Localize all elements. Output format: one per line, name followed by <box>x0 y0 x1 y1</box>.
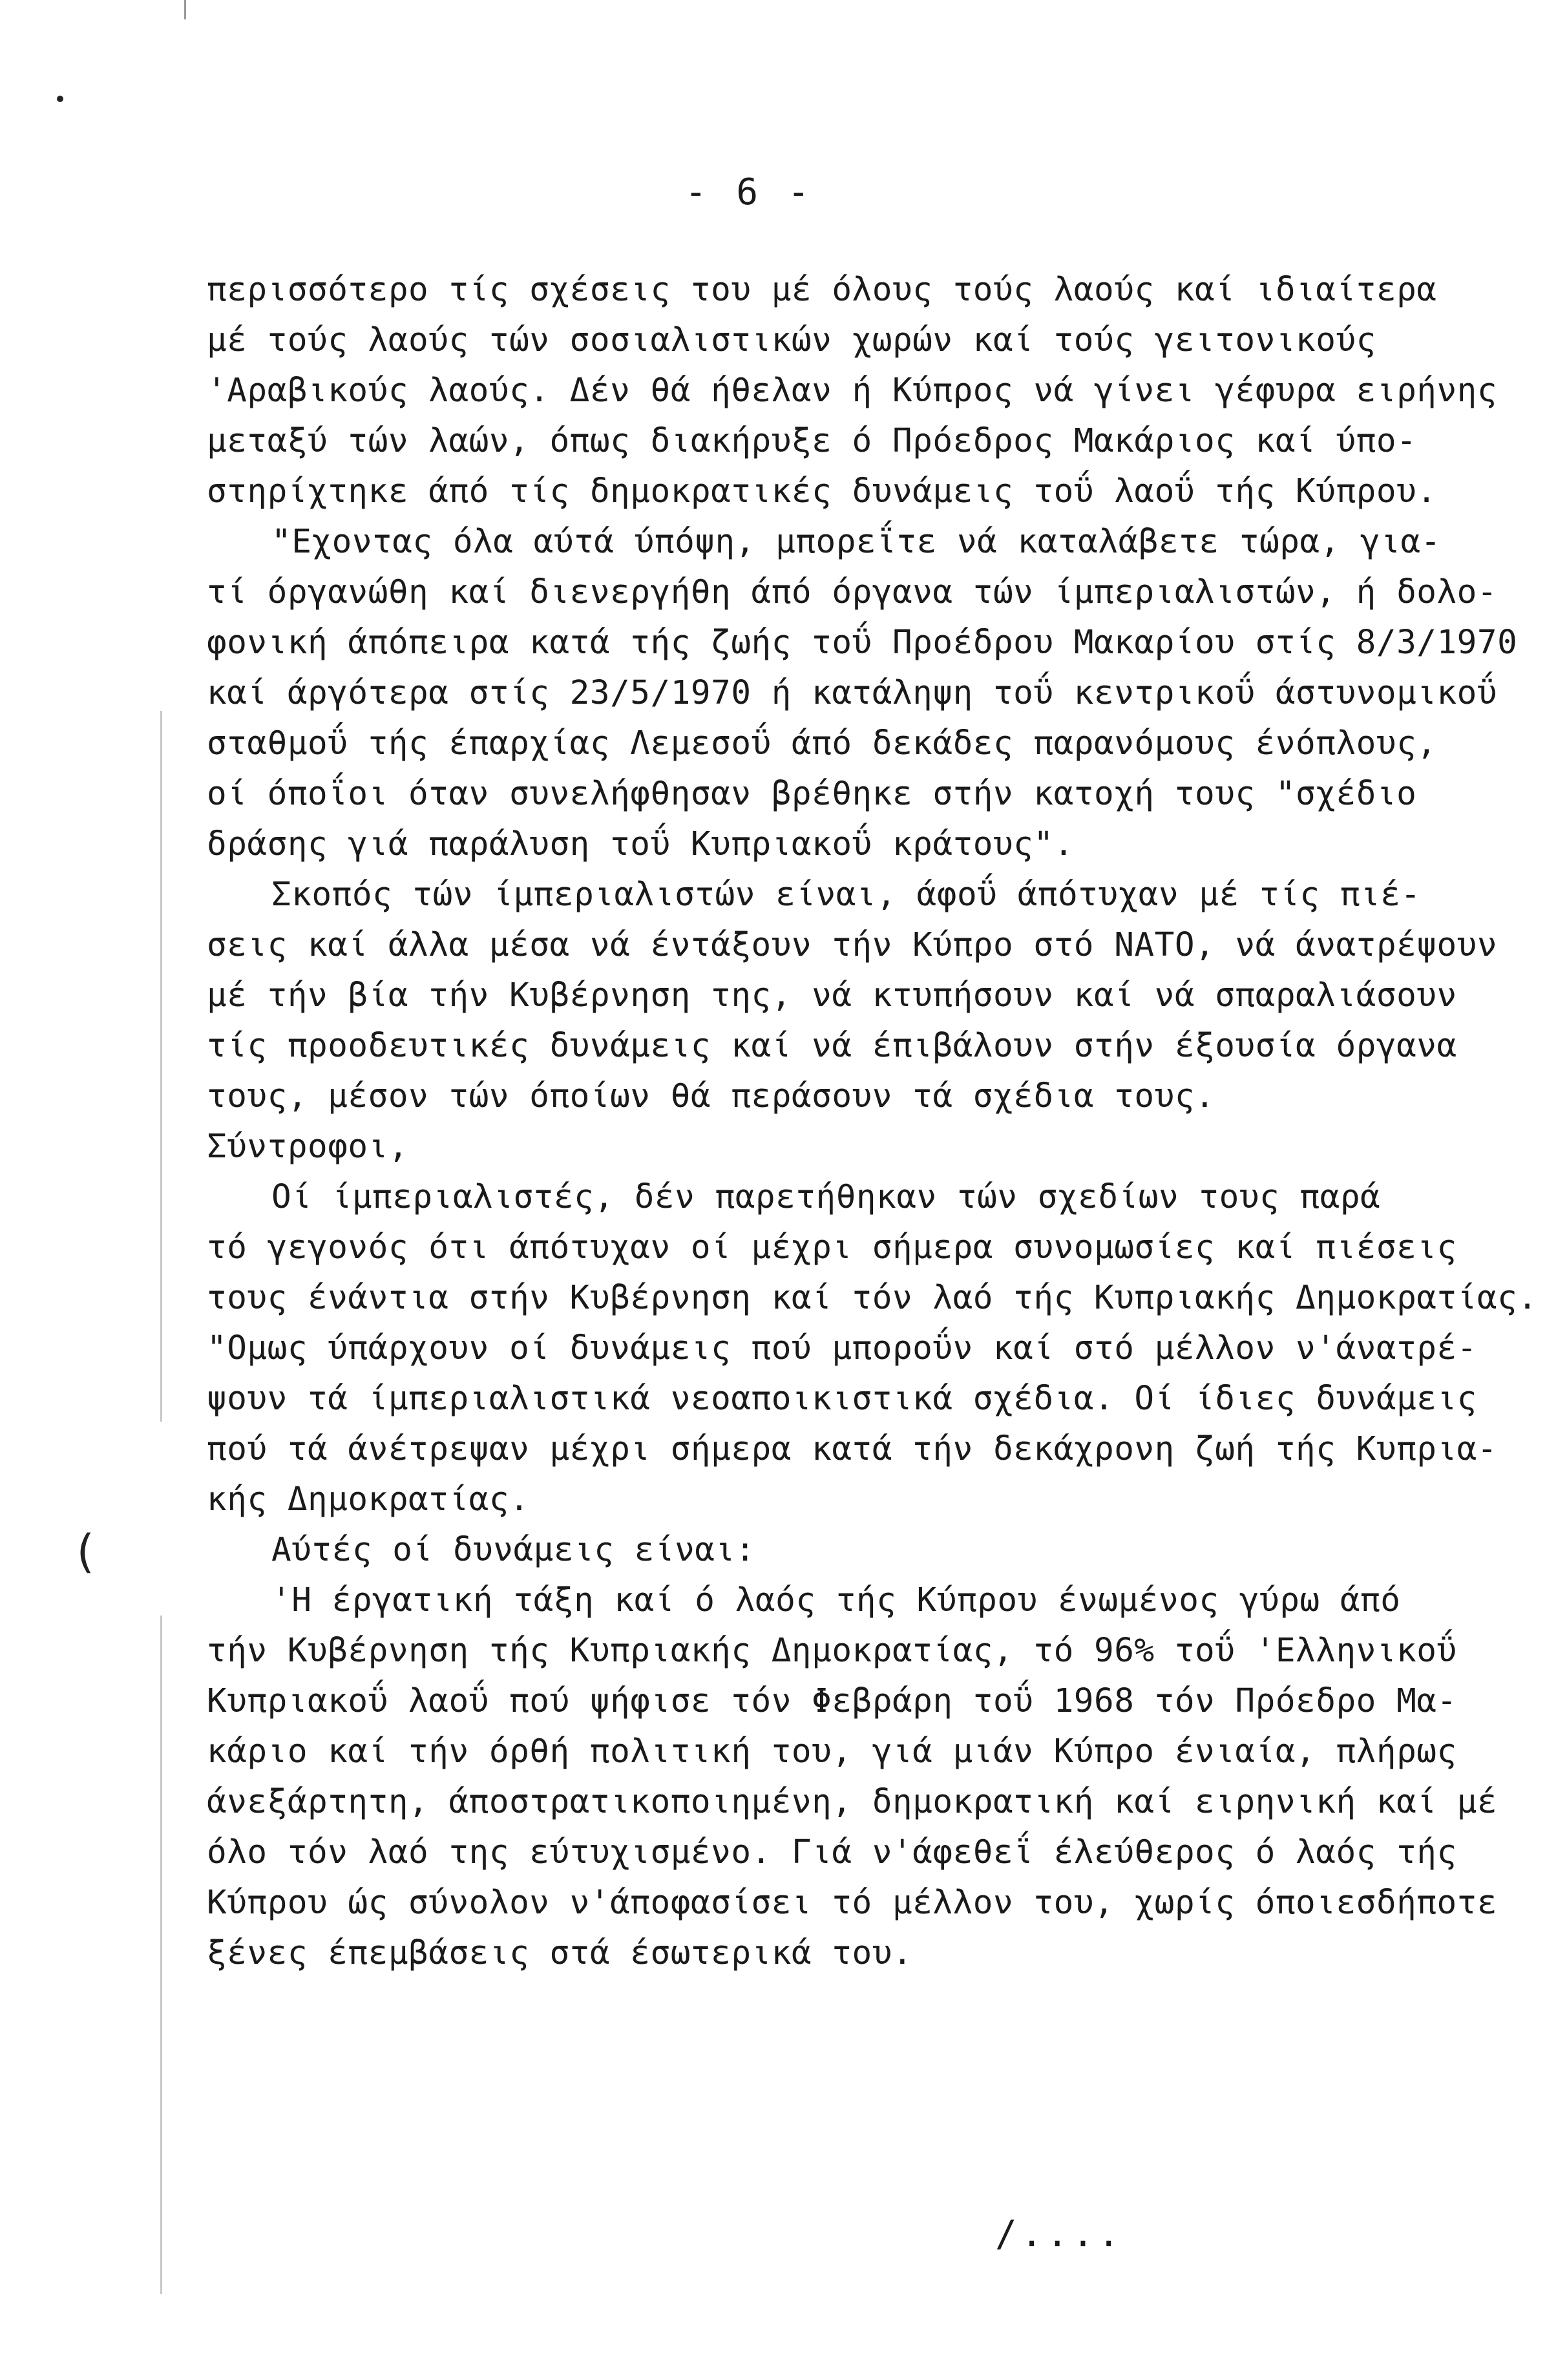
text-line: σταθμοΰ τής έπαρχίας Λεμεσοΰ άπό δεκάδες παρανόμους ένόπλους, <box>207 724 1437 763</box>
salutation: Σύντροφοι, <box>207 1128 409 1166</box>
scan-mark <box>184 0 186 19</box>
text-line: τί όργανώθη καί διενεργήθη άπό όργανα τών ίμπεριαλιστών, ή δολο- <box>207 573 1498 611</box>
text-line: φονική άπόπειρα κατά τής ζωής τοΰ Προέδρου Μακαρίου στίς 8/3/1970 <box>207 624 1518 662</box>
text-line: 'Αραβικούς λαούς. Δέν θά ήθελαν ή Κύπρος νά γίνει γέφυρα ειρήνης <box>207 372 1498 410</box>
text-line: πού τά άνέτρεψαν μέχρι σήμερα κατά τήν δεκάχρονη ζωή τής Κυπρια- <box>207 1430 1498 1468</box>
text-line: Σκοπός τών ίμπεριαλιστών είναι, άφοΰ άπότυχαν μέ τίς πιέ- <box>271 876 1421 914</box>
margin-rule <box>160 711 162 1422</box>
text-line: κής Δημοκρατίας. <box>207 1480 530 1519</box>
text-line: ψουν τά ίμπεριαλιστικά νεοαποικιστικά σχέδια. Οί ίδιες δυνάμεις <box>207 1380 1477 1418</box>
margin-rule <box>160 1616 162 2294</box>
text-line: Κύπρου ώς σύνολον ν'άποφασίσει τό μέλλον του, χωρίς όποιεσδήποτε <box>207 1884 1498 1922</box>
text-line: καί άργότερα στίς 23/5/1970 ή κατάληψη τοΰ κεντρικοΰ άστυνομικοΰ <box>207 674 1498 712</box>
text-line: περισσότερο τίς σχέσεις του μέ όλους τούς λαούς καί ιδιαίτερα <box>207 271 1437 309</box>
text-line: τήν Κυβέρνηση τής Κυπριακής Δημοκρατίας, τό 96% τοΰ 'Ελληνικοΰ <box>207 1632 1457 1670</box>
text-line: κάριο καί τήν όρθή πολιτική του, γιά μιάν Κύπρο ένιαία, πλήρως <box>207 1732 1457 1771</box>
text-line: 'Η έργατική τάξη καί ό λαός τής Κύπρου ένωμένος γύρω άπό <box>271 1581 1401 1619</box>
body-text <box>207 265 1538 1979</box>
text-line: τους ένάντια στήν Κυβέρνηση καί τόν λαό τής Κυπριακής Δημοκρατίας. <box>207 1279 1538 1317</box>
text-line: μεταξύ τών λαών, όπως διακήρυξε ό Πρόεδρος Μακάριος καί ύπο- <box>207 422 1417 460</box>
text-line: σεις καί άλλα μέσα νά έντάξουν τήν Κύπρο στό ΝΑΤΟ, νά άνατρέψουν <box>207 926 1498 964</box>
text-line: Κυπριακοΰ λαοΰ πού ψήφισε τόν Φεβράρη τοΰ 1968 τόν Πρόεδρο Μα- <box>207 1682 1457 1720</box>
text-line: μέ τήν βία τήν Κυβέρνηση της, νά κτυπήσουν καί νά σπαραλιάσουν <box>207 976 1457 1015</box>
continuation-marker: /.... <box>995 2213 1124 2255</box>
page-number: - 6 - <box>685 171 814 213</box>
text-line: ξένες έπεμβάσεις στά έσωτερικά του. <box>207 1934 913 1972</box>
text-line: οί όποΐοι όταν συνελήφθησαν βρέθηκε στήν κατοχή τους "σχέδιο <box>207 775 1417 813</box>
text-line: "Ομως ύπάρχουν οί δυνάμεις πού μποροΰν καί στό μέλλον ν'άνατρέ- <box>207 1329 1477 1367</box>
text-line: τίς προοδευτικές δυνάμεις καί νά έπιβάλουν στήν έξουσία όργανα <box>207 1027 1457 1065</box>
text-line: Οί ίμπεριαλιστές, δέν παρετήθηκαν τών σχεδίων τους παρά <box>271 1178 1381 1216</box>
margin-bracket-mark: ( <box>71 1525 99 1578</box>
scan-dot <box>57 96 63 102</box>
text-line: μέ τούς λαούς τών σοσιαλιστικών χωρών καί τούς γειτονικούς <box>207 321 1376 359</box>
text-line: άνεξάρτητη, άποστρατικοποιημένη, δημοκρατική καί ειρηνική καί μέ <box>207 1783 1498 1821</box>
text-line: Αύτές οί δυνάμεις είναι: <box>271 1531 755 1569</box>
text-line: τό γεγονός ότι άπότυχαν οί μέχρι σήμερα συνομωσίες καί πιέσεις <box>207 1228 1457 1267</box>
text-line: "Εχοντας όλα αύτά ύπόψη, μπορεΐτε νά καταλάβετε τώρα, για- <box>271 523 1441 561</box>
text-line: τους, μέσον τών όποίων θά περάσουν τά σχέδια τους. <box>207 1077 1215 1115</box>
text-line: στηρίχτηκε άπό τίς δημοκρατικές δυνάμεις τοΰ λαοΰ τής Κύπρου. <box>207 472 1437 511</box>
text-line: όλο τόν λαό της εύτυχισμένο. Γιά ν'άφεθεΐ έλεύθερος ό λαός τής <box>207 1833 1457 1871</box>
text-line: δράσης γιά παράλυση τοΰ Κυπριακοΰ κράτους". <box>207 825 1074 863</box>
